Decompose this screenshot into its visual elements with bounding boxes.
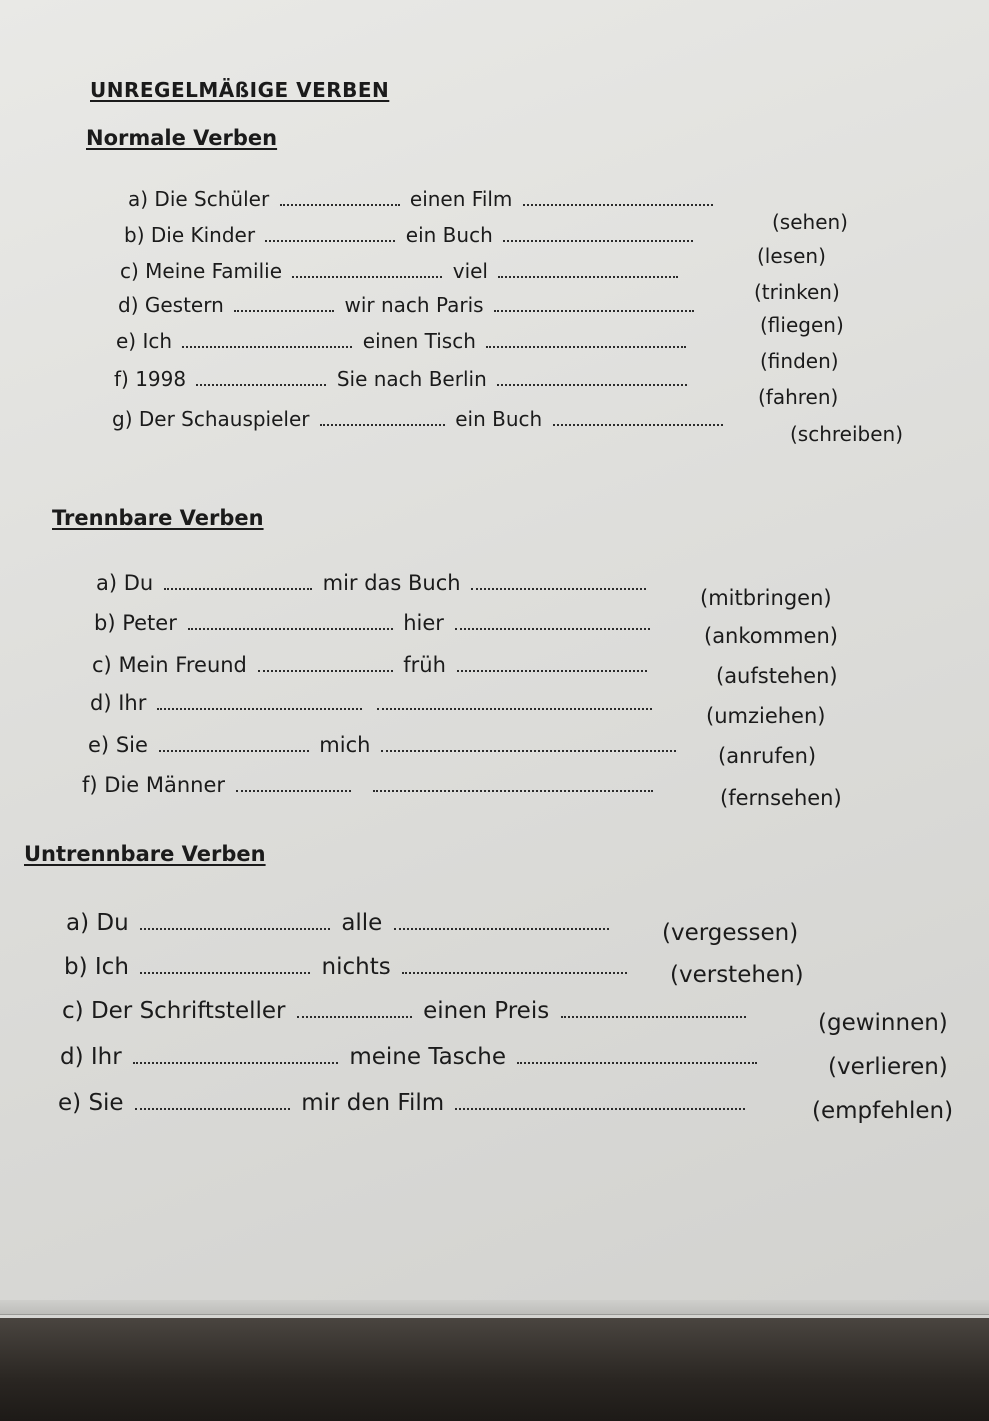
item-subject: Du [123, 571, 154, 595]
item-letter: a) [96, 571, 118, 595]
item-middle: nichts [321, 954, 391, 980]
answer-blank[interactable] [494, 292, 694, 312]
item-subject: Ich [94, 954, 129, 980]
verb-hint: (finden) [760, 349, 839, 373]
item-subject: Die Schüler [154, 187, 270, 211]
verb-hint: (fahren) [758, 385, 839, 409]
exercise-line [82, 772, 657, 798]
answer-blank[interactable] [234, 292, 334, 312]
exercise-line [90, 690, 656, 716]
exercise-line [112, 406, 727, 432]
verb-hint: (sehen) [772, 210, 848, 234]
item-subject: Die Männer [104, 773, 226, 797]
verb-hint: (aufstehen) [716, 664, 838, 688]
verb-hint: (vergessen) [662, 920, 799, 946]
verb-hint: (lesen) [757, 244, 826, 268]
item-letter: c) [62, 998, 84, 1024]
item-subject: Ihr [118, 691, 147, 715]
answer-blank[interactable] [320, 406, 445, 426]
verb-hint: (verlieren) [828, 1054, 948, 1080]
exercise-line [114, 366, 691, 392]
answer-blank[interactable] [157, 690, 362, 710]
exercise-line [58, 1090, 749, 1116]
answer-blank[interactable] [517, 1044, 757, 1064]
background-surface [0, 1318, 989, 1421]
answer-blank[interactable] [140, 954, 310, 974]
section-heading-trennbare: Trennbare Verben [52, 506, 264, 530]
exercise-line [120, 258, 682, 284]
item-middle: alle [341, 910, 383, 936]
answer-blank[interactable] [297, 998, 412, 1018]
item-letter: d) [90, 691, 112, 715]
verb-hint: (fernsehen) [720, 786, 842, 810]
item-subject: 1998 [135, 367, 187, 391]
item-subject: Sie [115, 733, 148, 757]
answer-blank[interactable] [140, 910, 330, 930]
item-letter: c) [92, 653, 112, 677]
item-subject: Der Schauspieler [138, 407, 310, 431]
item-subject: Meine Familie [145, 259, 283, 283]
item-middle: einen Tisch [362, 329, 476, 353]
answer-blank[interactable] [292, 258, 442, 278]
item-middle: einen Preis [423, 998, 550, 1024]
verb-hint: (trinken) [754, 280, 840, 304]
item-middle: Sie nach Berlin [336, 367, 487, 391]
answer-blank[interactable] [159, 732, 309, 752]
verb-hint: (anrufen) [718, 744, 817, 768]
answer-blank[interactable] [258, 652, 393, 672]
item-letter: e) [88, 733, 110, 757]
item-letter: e) [116, 329, 137, 353]
answer-blank[interactable] [377, 690, 652, 710]
answer-blank[interactable] [486, 328, 686, 348]
answer-blank[interactable] [381, 732, 676, 752]
answer-blank[interactable] [265, 222, 395, 242]
answer-blank[interactable] [280, 186, 400, 206]
item-middle: ein Buch [405, 223, 493, 247]
item-letter: e) [58, 1090, 82, 1116]
exercise-line [128, 186, 717, 212]
answer-blank[interactable] [196, 366, 326, 386]
exercise-line [124, 222, 697, 248]
answer-blank[interactable] [497, 366, 687, 386]
verb-hint: (empfehlen) [812, 1098, 954, 1124]
item-letter: f) [114, 367, 129, 391]
answer-blank[interactable] [455, 610, 650, 630]
item-subject: Der Schriftsteller [90, 998, 286, 1024]
page-edge [0, 1300, 989, 1315]
item-letter: a) [128, 187, 149, 211]
item-middle: einen Film [409, 187, 513, 211]
answer-blank[interactable] [561, 998, 746, 1018]
item-subject: Die Kinder [150, 223, 256, 247]
exercise-line [62, 998, 750, 1024]
item-subject: Du [96, 910, 129, 936]
item-middle: mich [319, 733, 371, 757]
item-letter: a) [66, 910, 90, 936]
section-heading-untrennbare: Untrennbare Verben [24, 842, 266, 866]
verb-hint: (mitbringen) [700, 586, 832, 610]
exercise-line [60, 1044, 761, 1070]
item-middle: mir das Buch [322, 571, 461, 595]
item-letter: b) [64, 954, 88, 980]
answer-blank[interactable] [553, 406, 723, 426]
exercise-line [96, 570, 650, 596]
answer-blank[interactable] [133, 1044, 338, 1064]
exercise-line [94, 610, 654, 636]
answer-blank[interactable] [402, 954, 627, 974]
answer-blank[interactable] [236, 772, 351, 792]
item-middle: wir nach Paris [344, 293, 484, 317]
exercise-line [88, 732, 680, 758]
verb-hint: (schreiben) [790, 422, 904, 446]
verb-hint: (umziehen) [706, 704, 826, 728]
item-middle: ein Buch [455, 407, 543, 431]
item-letter: b) [94, 611, 116, 635]
item-middle: früh [403, 653, 446, 677]
item-subject: Gestern [144, 293, 224, 317]
answer-blank[interactable] [457, 652, 647, 672]
item-letter: d) [60, 1044, 84, 1070]
item-subject: Ihr [90, 1044, 122, 1070]
exercise-line [66, 910, 613, 936]
item-subject: Mein Freund [118, 653, 247, 677]
answer-blank[interactable] [135, 1090, 290, 1110]
exercise-line [116, 328, 690, 354]
item-subject: Sie [88, 1090, 124, 1116]
answer-blank[interactable] [164, 570, 312, 590]
answer-blank[interactable] [394, 910, 609, 930]
section-heading-normale: Normale Verben [86, 126, 278, 150]
verb-hint: (ankommen) [704, 624, 838, 648]
item-middle: meine Tasche [349, 1044, 507, 1070]
item-letter: b) [124, 223, 145, 247]
item-subject: Peter [122, 611, 177, 635]
exercise-line [64, 954, 631, 980]
item-letter: f) [82, 773, 98, 797]
item-letter: g) [112, 407, 133, 431]
exercise-line [118, 292, 698, 318]
item-letter: c) [120, 259, 139, 283]
item-middle: mir den Film [301, 1090, 445, 1116]
answer-blank[interactable] [188, 610, 393, 630]
verb-hint: (fliegen) [760, 313, 844, 337]
answer-blank[interactable] [471, 570, 646, 590]
item-middle: viel [452, 259, 488, 283]
answer-blank[interactable] [498, 258, 678, 278]
verb-hint: (gewinnen) [818, 1010, 948, 1036]
verb-hint: (verstehen) [670, 962, 804, 988]
answer-blank[interactable] [182, 328, 352, 348]
answer-blank[interactable] [503, 222, 693, 242]
exercise-line [92, 652, 651, 678]
item-letter: d) [118, 293, 139, 317]
answer-blank[interactable] [523, 186, 713, 206]
answer-blank[interactable] [455, 1090, 745, 1110]
item-subject: Ich [142, 329, 173, 353]
worksheet-title: UNREGELMÄßIGE VERBEN [90, 78, 390, 102]
answer-blank[interactable] [373, 772, 653, 792]
item-middle: hier [403, 611, 444, 635]
